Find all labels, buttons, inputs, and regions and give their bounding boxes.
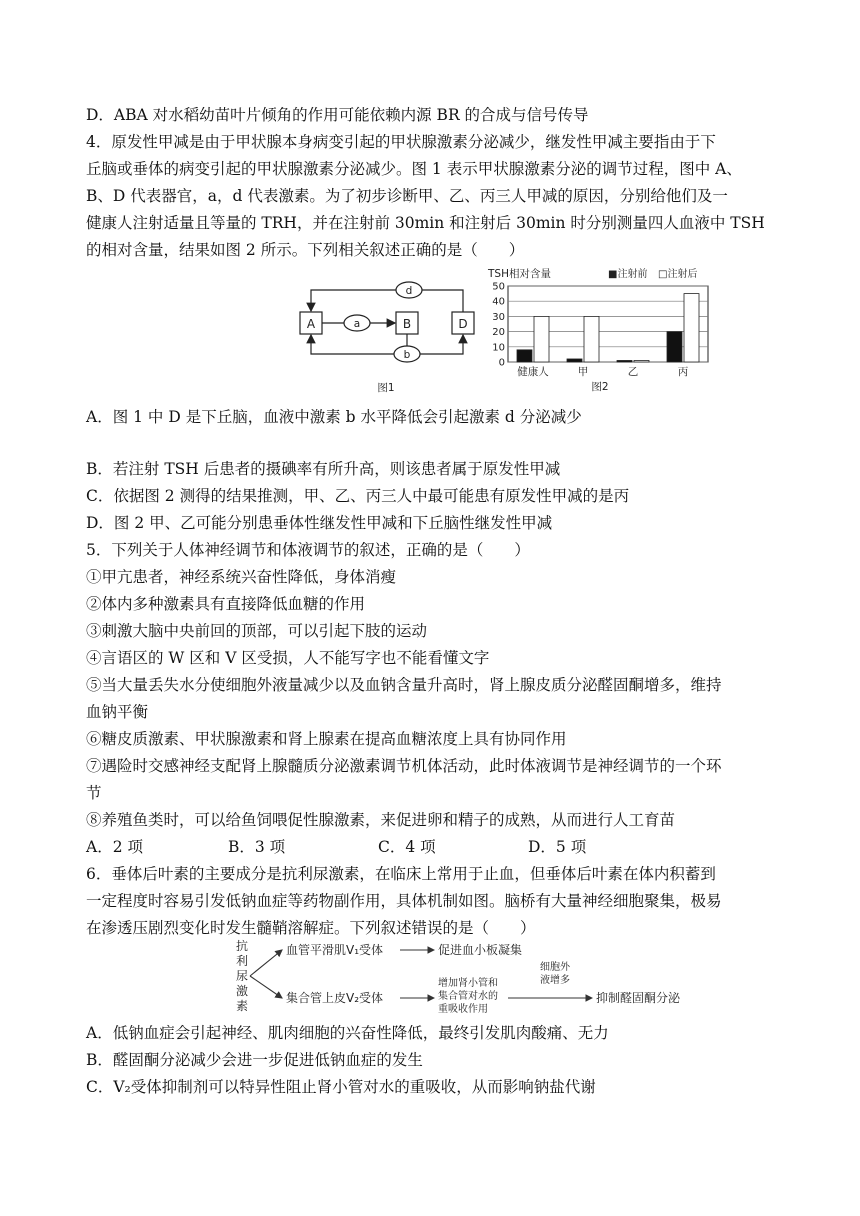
hormone-a-label: a xyxy=(353,318,361,330)
q5-item-5-cont: 血钠平衡 xyxy=(86,703,149,721)
reabsorption-line-3: 重吸收作用 xyxy=(438,1004,488,1015)
adh-char-4: 激 xyxy=(236,984,249,998)
reabsorption-line-1: 增加肾小管和 xyxy=(438,978,498,989)
q6-option-b: B．醛固酮分泌减少会进一步促进低钠血症的发生 xyxy=(86,1051,423,1069)
adh-char-5: 素 xyxy=(236,999,249,1013)
y-tick-label: 10 xyxy=(492,342,505,354)
x-category-label: 乙 xyxy=(627,366,639,378)
q5-option-a: A．2 项 xyxy=(86,838,143,856)
q6-option-a: A．低钠血症会引起神经、肌肉细胞的兴奋性降低，最终引发肌肉酸痛、无力 xyxy=(86,1024,609,1042)
q5-item-6: ⑥糖皮质激素、甲状腺激素和肾上腺素在提高血糖浓度上具有协同作用 xyxy=(86,730,567,748)
bar-before-2 xyxy=(617,360,632,362)
legend-before: ■注射前 xyxy=(608,269,648,280)
y-tick-label: 0 xyxy=(498,357,505,369)
bar-after-3 xyxy=(684,294,699,362)
q3-option-d: D．ABA 对水稻幼苗叶片倾角的作用可能依赖内源 BR 的合成与信号传导 xyxy=(86,106,589,124)
q6-stem-line-1: 6．垂体后叶素的主要成分是抗利尿激素，在临床上常用于止血，但垂体后叶素在体内积蓄到 xyxy=(86,865,716,883)
q4-stem-line-4: 健康人注射适量且等量的 TRH，并在注射前 30min 和注射后 30min 时分别测量四人血液中 TSH xyxy=(86,214,765,232)
figure-2-tsh-bar-chart xyxy=(482,262,718,400)
organ-d-label: D xyxy=(458,317,468,331)
figure-1-caption: 图1 xyxy=(377,382,395,394)
aldosterone-inhibit-label: 抑制醛固酮分泌 xyxy=(596,991,681,1005)
q5-item-7: ⑦遇险时交感神经支配肾上腺髓质分泌激素调节机体活动，此时体液调节是神经调节的一个环 xyxy=(86,757,722,775)
q6-stem-line-2: 一定程度时容易引发低钠血症等药物副作用，具体机制如图。脑桥有大量神经细胞聚集，极易 xyxy=(86,892,722,910)
y-tick-label: 20 xyxy=(492,327,505,339)
legend-after: □注射后 xyxy=(658,269,698,280)
q4-stem-line-3: B、D 代表器官，a，d 代表激素。为了初步诊断甲、乙、丙三人甲减的原因，分别给他们及一 xyxy=(86,187,728,205)
bar-after-2 xyxy=(634,360,649,362)
q5-item-3: ③刺激大脑中央前回的顶部，可以引起下肢的运动 xyxy=(86,622,428,640)
adh-char-1: 抗 xyxy=(236,939,249,953)
y-tick-label: 30 xyxy=(492,311,505,323)
q5-option-d: D．5 项 xyxy=(528,838,587,856)
q5-item-4: ④言语区的 W 区和 V 区受损，人不能写字也不能看懂文字 xyxy=(86,649,490,667)
adh-char-3: 尿 xyxy=(236,969,249,983)
y-axis-label: TSH相对含量 xyxy=(488,268,551,280)
ecf-line-1: 细胞外 xyxy=(540,962,570,973)
q6-stem-line-3: 在渗透压剧烈变化时发生髓鞘溶解症。下列叙述错误的是（ ） xyxy=(86,919,536,937)
q4-option-b: B．若注射 TSH 后患者的摄碘率有所升高，则该患者属于原发性甲减 xyxy=(86,460,561,478)
x-category-label: 丙 xyxy=(677,366,689,378)
q5-option-b: B．3 项 xyxy=(228,838,286,856)
ecf-line-2: 液增多 xyxy=(540,975,570,986)
hormone-b-label: b xyxy=(403,349,411,361)
q4-stem-line-5: 的相对含量，结果如图 2 所示。下列相关叙述正确的是（ ） xyxy=(86,241,525,259)
hormone-d-label: d xyxy=(405,285,413,297)
q6-option-c: C．V₂受体抑制剂可以特异性阻止肾小管对水的重吸收，从而影响钠盐代谢 xyxy=(86,1078,596,1096)
platelet-effect-label: 促进血小板凝集 xyxy=(438,943,523,957)
figure-3-mechanism-diagram xyxy=(228,936,706,1020)
q4-option-d: D．图 2 甲、乙可能分别患垂体性继发性甲减和下丘脑性继发性甲减 xyxy=(86,514,553,532)
y-tick-label: 50 xyxy=(492,281,505,293)
bar-after-1 xyxy=(584,316,599,362)
q4-stem-line-1: 4．原发性甲减是由于甲状腺本身病变引起的甲状腺激素分泌减少，继发性甲减主要指由于下 xyxy=(86,133,716,151)
figure-2-caption: 图2 xyxy=(591,381,609,393)
q5-item-2: ②体内多种激素具有直接降低血糖的作用 xyxy=(86,595,366,613)
q5-item-5: ⑤当大量丢失水分使细胞外液量减少以及血钠含量升高时，肾上腺皮质分泌醛固酮增多，维持 xyxy=(86,676,722,694)
v2-receptor-label: 集合管上皮V₂受体 xyxy=(286,991,384,1005)
bar-before-1 xyxy=(567,359,582,362)
y-tick-label: 40 xyxy=(492,296,505,308)
q4-stem-line-2: 丘脑或垂体的病变引起的甲状腺激素分泌减少。图 1 表示甲状腺激素分泌的调节过程，图中 A、 xyxy=(86,160,742,178)
q5-stem: 5．下列关于人体神经调节和体液调节的叙述，正确的是（ ） xyxy=(86,541,530,559)
q4-option-a: A．图 1 中 D 是下丘脑，血液中激素 b 水平降低会引起激素 d 分泌减少 xyxy=(86,408,582,426)
x-category-label: 健康人 xyxy=(517,366,549,378)
organ-b-label: B xyxy=(402,317,412,331)
v1-receptor-label: 血管平滑肌V₁受体 xyxy=(286,943,384,957)
figure-1-regulation-diagram xyxy=(296,268,486,400)
bar-before-0 xyxy=(517,350,532,362)
bar-after-0 xyxy=(534,316,549,362)
q5-item-1: ①甲亢患者，神经系统兴奋性降低，身体消瘦 xyxy=(86,568,397,586)
q4-option-c: C．依据图 2 测得的结果推测，甲、乙、丙三人中最可能患有原发性甲减的是丙 xyxy=(86,487,630,505)
organ-a-label: A xyxy=(306,317,316,331)
q5-item-8: ⑧养殖鱼类时，可以给鱼饲喂促性腺激素，来促进卵和精子的成熟，从而进行人工育苗 xyxy=(86,811,676,829)
q5-item-7-cont: 节 xyxy=(86,784,102,802)
q5-option-c: C．4 项 xyxy=(378,838,436,856)
reabsorption-line-2: 集合管对水的 xyxy=(438,991,498,1002)
bar-before-3 xyxy=(667,332,682,362)
adh-char-2: 利 xyxy=(236,954,249,968)
x-category-label: 甲 xyxy=(577,366,589,378)
